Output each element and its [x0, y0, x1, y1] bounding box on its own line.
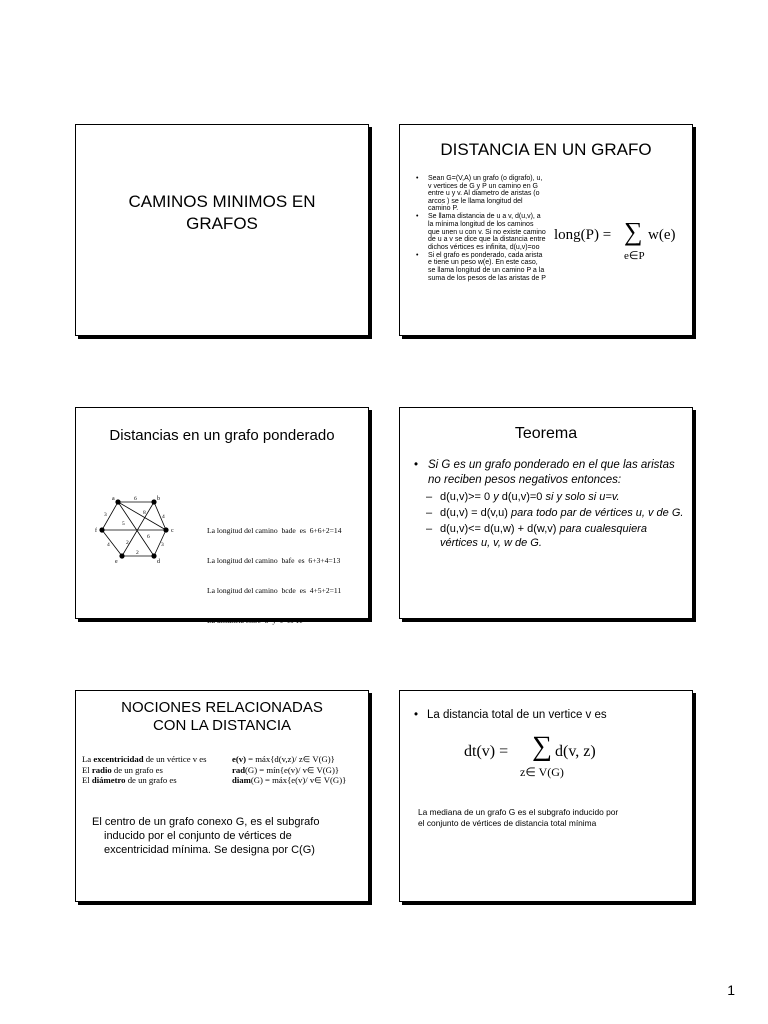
- graph-nodes: [99, 499, 168, 558]
- weighted-graph: [94, 494, 182, 564]
- paragraph-line: el conjunto de vértices de distancia total mínima: [418, 817, 597, 828]
- paragraph-line: inducido por el conjunto de vértices de: [104, 830, 292, 842]
- path-length-line: La longitud del camino bade es 6+6+2=14: [207, 526, 342, 535]
- theorem-item: – d(u,v)>= 0 y d(u,v)=0 si y solo si u=v.: [426, 491, 620, 503]
- title-line: CON LA DISTANCIA: [152, 717, 292, 734]
- path-length-line: La longitud del camino bafe es 6+3+4=13: [207, 556, 341, 565]
- paragraph-line: El centro de un grafo conexo G, es el subgrafo: [92, 816, 320, 828]
- edge-weight: 8: [143, 510, 146, 516]
- definition-row: [82, 775, 366, 786]
- item-math: d(u,v)=0: [501, 491, 546, 503]
- paragraph-line: excentricidad mínima. Se designa por C(G): [104, 844, 315, 856]
- theorem-statement: [414, 458, 684, 488]
- edge-weight: 5: [122, 521, 125, 527]
- edge-weight: 2: [126, 540, 129, 546]
- formula-term: d(v, z): [555, 743, 596, 760]
- node-label: b: [157, 496, 160, 502]
- graph-edges: [102, 502, 166, 556]
- length-formula: [554, 217, 690, 271]
- def-text: El: [82, 764, 92, 775]
- node-label: d: [157, 559, 160, 565]
- slide-nociones: [75, 690, 369, 902]
- slide-distancias-ponderado: [75, 407, 369, 625]
- slide-title: [76, 191, 368, 235]
- def-text: El: [82, 775, 92, 785]
- list-item: • Se llama distancia de u a v, d(u,v), a la mínima longitud de los caminos que unen u con v. Si no existe camino de u a v se dice que la distancia entre dichos vértices es infinita, d(u,v)=oo: [416, 213, 546, 251]
- slide-title: [76, 699, 368, 735]
- sum-symbol: ∑: [624, 217, 643, 246]
- median-paragraph: [418, 807, 688, 828]
- graph-edge: [102, 530, 122, 556]
- def-term: diámetro: [91, 775, 126, 785]
- sum-symbol: ∑: [532, 731, 552, 762]
- edge-weight: 6: [134, 496, 137, 502]
- graph-node: [163, 527, 168, 532]
- edge-weight: 4: [162, 514, 165, 520]
- title-line: CAMINOS MINIMOS EN: [128, 192, 316, 211]
- def-text: de un grafo es: [125, 775, 177, 785]
- item-math: d(u,v)<= d(u,w) + d(w,v): [440, 523, 560, 535]
- def-text: La: [82, 754, 94, 764]
- graph-node-labels: [95, 496, 174, 565]
- def-symbol: rad: [232, 764, 246, 775]
- graph-node: [115, 499, 120, 504]
- node-label: e: [115, 559, 118, 565]
- slide-distancia-grafo: [399, 124, 693, 336]
- def-text: de un grafo es: [111, 764, 163, 775]
- definitions-table: [82, 754, 366, 786]
- formula-lhs: long(P) =: [554, 227, 612, 243]
- def-symbol: diam: [232, 775, 251, 785]
- slide-teorema: [399, 407, 693, 619]
- slide-title: Teorema: [514, 425, 578, 442]
- node-label: a: [112, 496, 115, 502]
- statement-text: Si G es un grafo ponderado en el que las aristas no reciben pesos negativos entonces:: [428, 459, 675, 486]
- definition-row: [82, 754, 366, 765]
- edge-weight: 4: [107, 542, 110, 548]
- slide-title: Distancias en un grafo ponderado: [109, 427, 335, 444]
- graph-edge: [118, 502, 154, 556]
- title-line: GRAFOS: [186, 214, 258, 233]
- graph-edge: [122, 502, 154, 556]
- theorem-item: – d(u,v) = d(v,u) para todo par de vértices u, v de G.: [426, 507, 684, 519]
- theorem-item: – d(u,v)<= d(u,w) + d(w,v) para cualesquiera vértices u, v, w de G.: [426, 523, 647, 549]
- graph-edge: [118, 502, 166, 530]
- page-number: 1: [727, 982, 735, 998]
- def-formula: (G) = mín{e(v)/ v∈ V(G)}: [245, 764, 340, 775]
- path-length-line: La longitud del camino bcde es 4+5+2=11: [207, 586, 342, 595]
- edge-weight: 2: [136, 550, 139, 556]
- graph-node: [99, 527, 104, 532]
- graph-node: [151, 499, 156, 504]
- paragraph-line: La mediana de un grafo G es el subgrafo inducido por: [418, 807, 619, 817]
- center-paragraph: [92, 815, 362, 857]
- slide-caminos-minimos: [75, 124, 369, 336]
- bullet-item: • La distancia total de un vertice v es: [414, 709, 607, 721]
- formula-subscript: z∈ V(G): [520, 765, 564, 779]
- definition-list: [416, 175, 546, 282]
- bullet-text: La distancia total de un vertice v es: [427, 709, 607, 721]
- slide-distancia-total: [399, 690, 693, 902]
- def-term: radio: [91, 764, 112, 775]
- graph-edge-weights: [104, 496, 165, 556]
- path-length-line: La distancia entre b y e es 11: [207, 616, 303, 625]
- item-text: para todo par de vértices u, v de G.: [511, 507, 684, 519]
- node-label: c: [171, 528, 174, 534]
- item-text: para cualesquiera vértices u, v, w de G.: [440, 523, 647, 549]
- slide-title: DISTANCIA EN UN GRAFO: [440, 140, 652, 159]
- graph-edge: [154, 530, 166, 556]
- graph-node: [151, 553, 156, 558]
- item-math: d(u,v)>= 0: [440, 491, 494, 503]
- edge-weight: 6: [147, 534, 150, 540]
- edge-weight: 3: [161, 542, 164, 548]
- theorem-body: [414, 458, 684, 550]
- total-distance-formula: [464, 731, 664, 785]
- node-label: f: [95, 528, 97, 534]
- edge-weight: 3: [104, 512, 107, 518]
- formula-term: w(e): [648, 227, 676, 243]
- title-line: NOCIONES RELACIONADAS: [121, 699, 323, 716]
- def-text: de un vértice v es: [143, 754, 207, 764]
- item-math: d(u,v) = d(v,u): [440, 507, 512, 519]
- formula-subscript: e∈P: [624, 250, 645, 262]
- item-text: si y solo si u=v.: [545, 491, 620, 503]
- list-item: • Sean G=(V,A) un grafo (o digrafo), u, v vertices de G y P un camino en G entre u y v. Al diametro de aristas (o arcos ) se le llama longitud del camino P.: [416, 175, 546, 213]
- graph-node: [119, 553, 124, 558]
- list-item: • Si el grafo es ponderado, cada arista e tiene un peso w(e). En este caso, se llama longitud de un camino P a la suma de los pesos de las aristas de P: [416, 252, 546, 282]
- formula-lhs: dt(v) =: [464, 743, 509, 760]
- path-lengths: [207, 506, 342, 646]
- def-symbol: e(v): [232, 754, 246, 764]
- definition-row: [82, 765, 366, 776]
- def-formula: = máx{d(v,z)/ z∈ V(G)}: [246, 754, 335, 764]
- def-term: excentricidad: [93, 754, 144, 764]
- def-formula: (G) = máx{e(v)/ v∈ V(G)}: [250, 775, 347, 785]
- item-text: y: [493, 491, 502, 503]
